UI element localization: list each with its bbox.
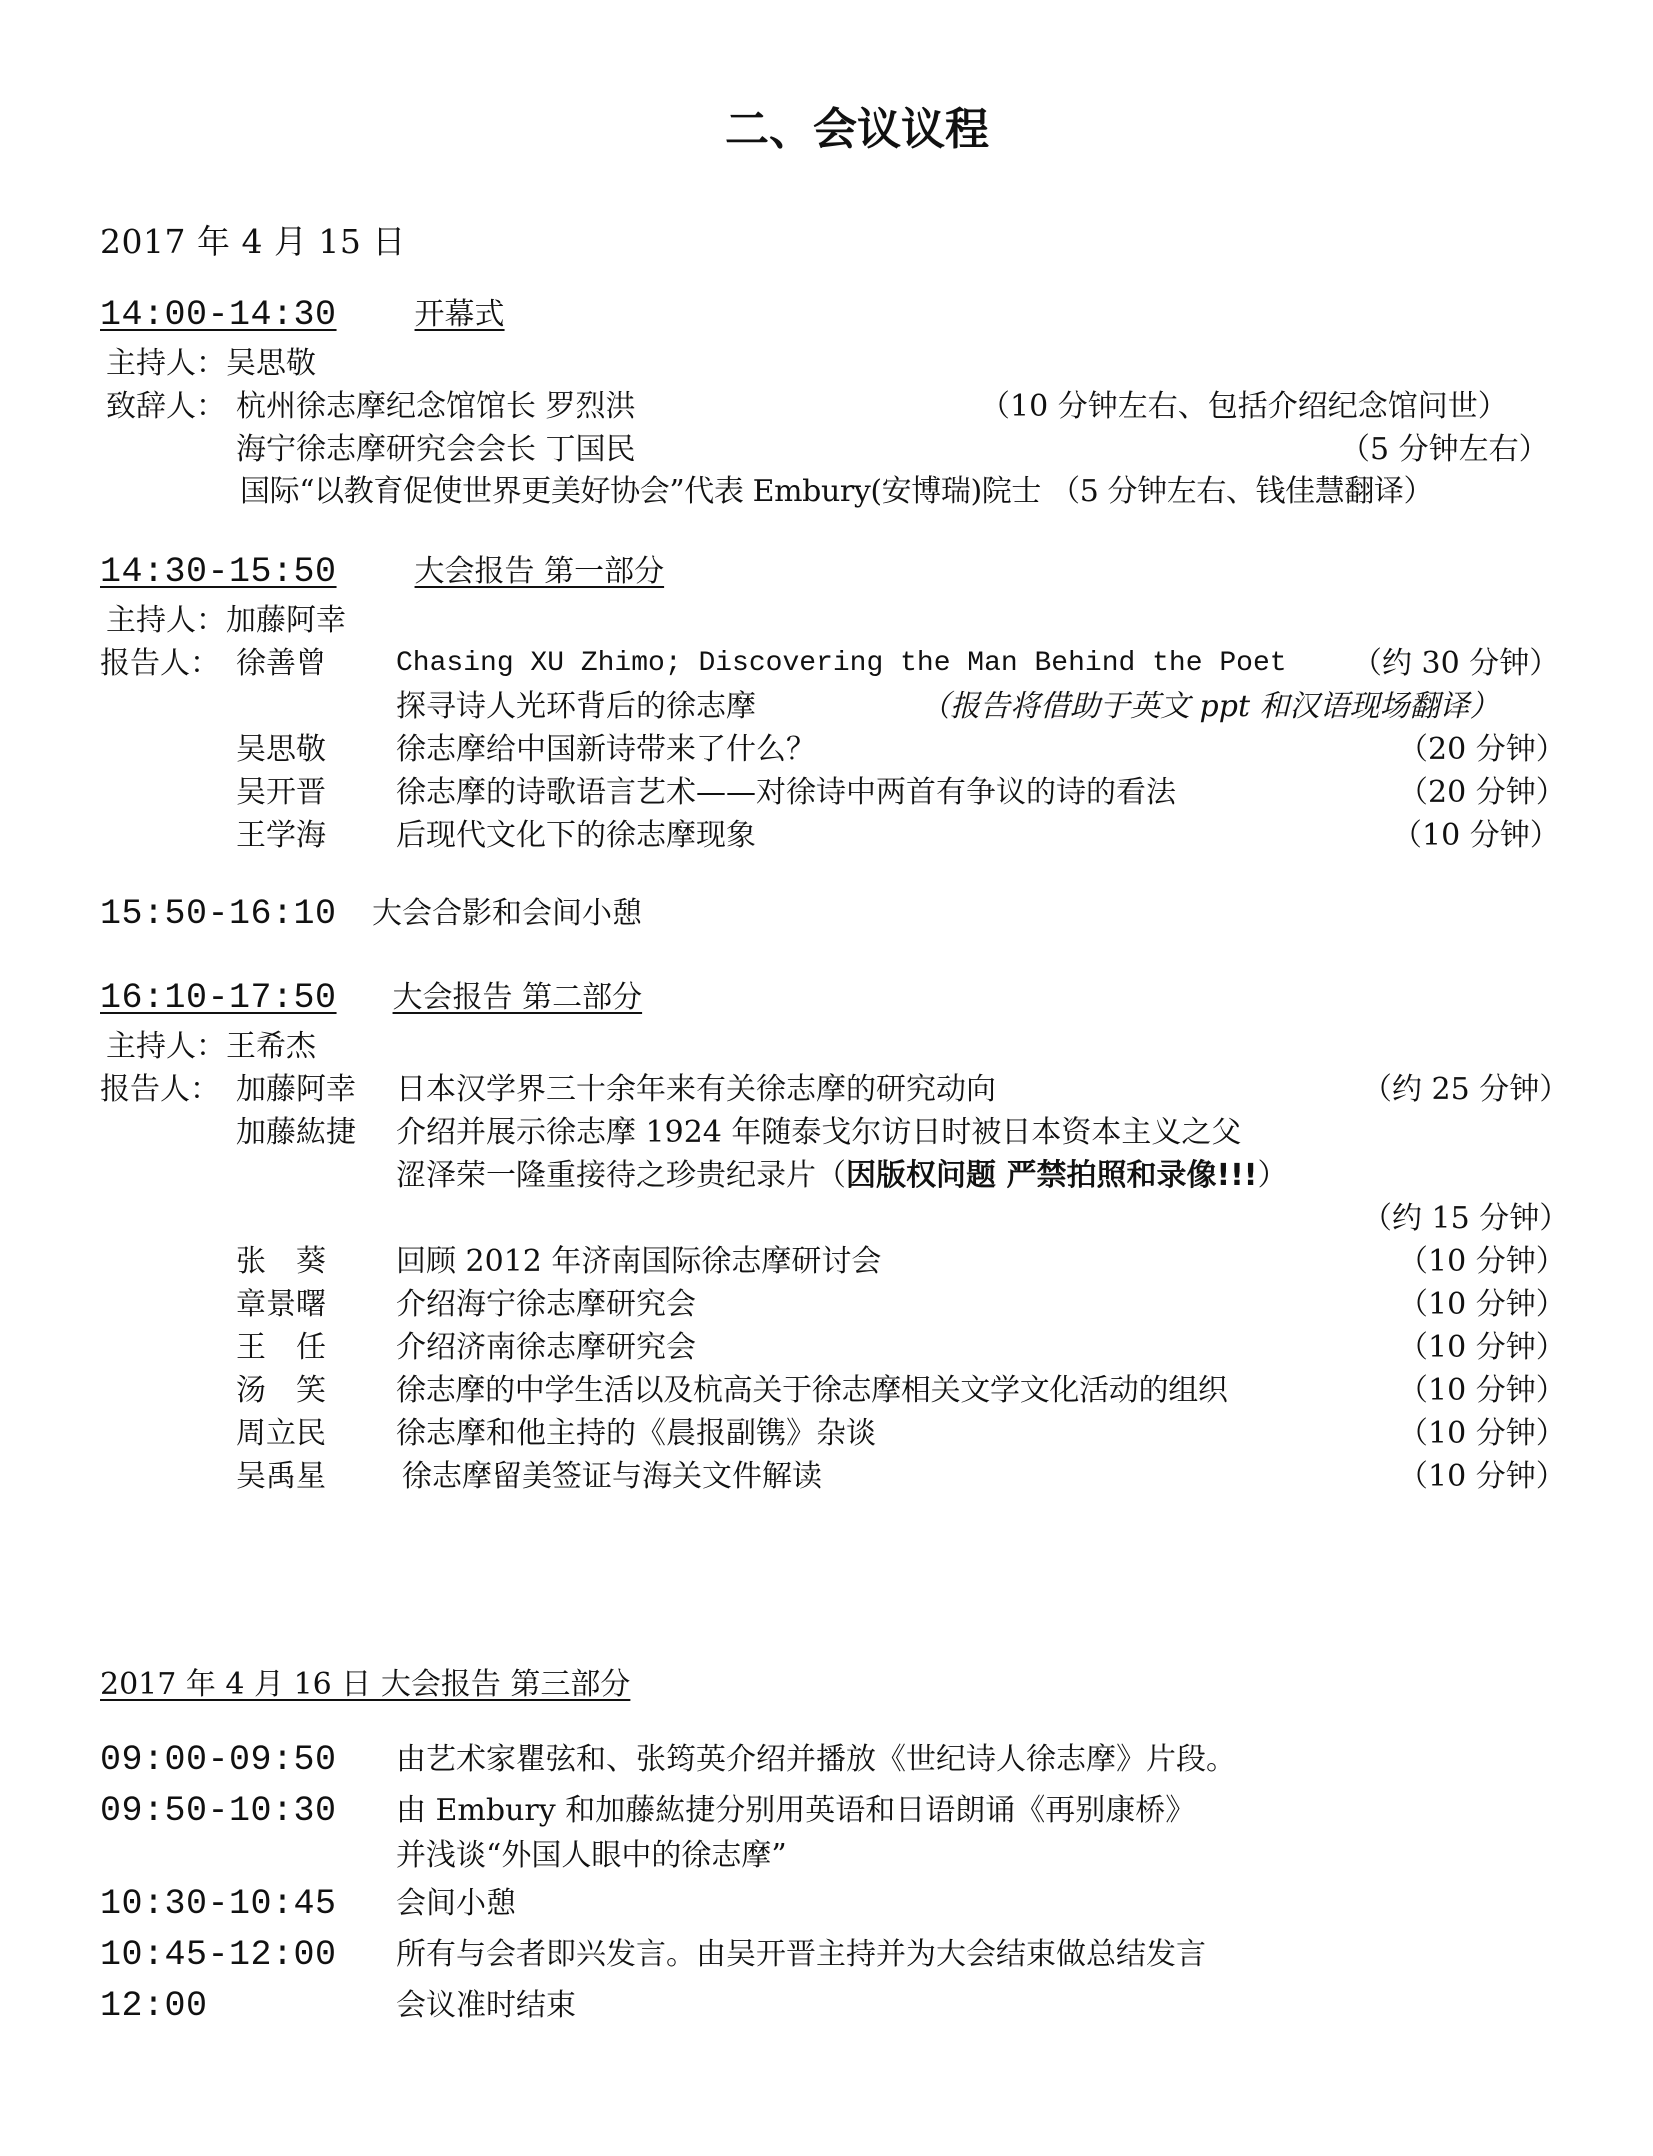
day2-time: 10:45-12:00 [100, 1935, 337, 1975]
talk-topic: 徐志摩的中学生活以及杭高关于徐志摩相关文学文化活动的组织 [396, 1373, 1228, 1408]
speech-3: 国际“以教育促使世界更美好协会”代表 Embury(安博瑞)院士 （5 分钟左右、钱佳慧翻译） [240, 474, 1434, 509]
opening-name: 开幕式 [414, 297, 505, 332]
film-topic-line2 [396, 1156, 1288, 1196]
day2-item-text: 由 Embury 和加藤紘捷分别用英语和日语朗诵《再别康桥》 [396, 1793, 1196, 1828]
opening-host: 主持人：吴思敬 [106, 346, 316, 381]
talk-speaker: 王学海 [236, 818, 326, 853]
part2-name: 大会报告 第二部分 [392, 980, 643, 1015]
part1-heading [100, 552, 664, 592]
talk-duration: （约 30 分钟） [1352, 646, 1560, 681]
break-name: 大会合影和会间小憩 [372, 896, 642, 931]
opening-speech-label: 致辞人： [106, 389, 226, 424]
talk-topic: 徐志摩的诗歌语言艺术——对徐诗中两首有争议的诗的看法 [396, 775, 1176, 810]
talk-topic: 日本汉学界三十余年来有关徐志摩的研究动向 [396, 1072, 996, 1107]
talk-duration: （约 15 分钟） [1362, 1201, 1570, 1236]
talk-topic: 介绍济南徐志摩研究会 [396, 1330, 696, 1365]
opening-time: 14:00-14:30 [100, 295, 337, 335]
speech-2-note: （5 分钟左右） [1340, 432, 1549, 467]
talk-speaker: 吴禹星 [236, 1459, 326, 1494]
part2-time: 16:10-17:50 [100, 978, 337, 1018]
day2-time: 09:50-10:30 [100, 1791, 337, 1831]
film-topic-line2-end: ） [1257, 1158, 1288, 1193]
talk-duration: （20 分钟） [1398, 732, 1566, 767]
talk-speaker: 王 任 [236, 1330, 326, 1365]
part2-reporter-label: 报告人： [100, 1072, 220, 1107]
day2-time: 12:00 [100, 1986, 208, 2026]
talk-speaker: 张 葵 [236, 1244, 326, 1279]
film-topic-line1: 介绍并展示徐志摩 1924 年随泰戈尔访日时被日本资本主义之父 [396, 1115, 1242, 1150]
talk-duration: （10 分钟） [1398, 1416, 1566, 1451]
copyright-warning: 因版权问题 严禁拍照和录像!!! [846, 1158, 1258, 1193]
speech-2: 海宁徐志摩研究会会长 丁国民 [236, 432, 636, 467]
talk-topic: 探寻诗人光环背后的徐志摩 [396, 689, 756, 724]
talk-duration: （10 分钟） [1398, 1330, 1566, 1365]
opening-session-heading [100, 295, 520, 335]
day2-item-text: 会议准时结束 [396, 1988, 576, 2023]
part1-time: 14:30-15:50 [100, 552, 337, 592]
talk-duration: （20 分钟） [1398, 775, 1566, 810]
talk-topic: 徐志摩留美签证与海关文件解读 [402, 1459, 822, 1494]
talk-duration: （10 分钟） [1398, 1373, 1566, 1408]
day2-item-text: 由艺术家瞿弦和、张筠英介绍并播放《世纪诗人徐志摩》片段。 [396, 1742, 1236, 1777]
day1-date: 2017 年 4 月 15 日 [100, 222, 406, 261]
talk-speaker: 徐善曾 [236, 646, 326, 681]
talk-topic: 介绍海宁徐志摩研究会 [396, 1287, 696, 1322]
day2-item-text: 会间小憩 [396, 1886, 516, 1921]
talk-speaker: 吴思敬 [236, 732, 326, 767]
talk-duration: （10 分钟） [1398, 1244, 1566, 1279]
talk-duration: （报告将借助于英文 ppt 和汉语现场翻译） [920, 689, 1500, 724]
day2-item-text: 所有与会者即兴发言。由吴开晋主持并为大会结束做总结发言 [396, 1937, 1206, 1972]
film-topic-line2-text: 涩泽荣一隆重接待之珍贵纪录片（ [396, 1158, 846, 1193]
talk-duration: （10 分钟） [1398, 1459, 1566, 1494]
part2-heading [100, 978, 642, 1018]
talk-topic: 回顾 2012 年济南国际徐志摩研讨会 [396, 1244, 882, 1279]
page-title: 二、会议议程 [725, 104, 989, 155]
talk-speaker: 周立民 [236, 1416, 326, 1451]
talk-topic: 徐志摩和他主持的《晨报副镌》杂谈 [396, 1416, 876, 1451]
part2-host: 主持人：王希杰 [106, 1029, 316, 1064]
day2-heading: 2017 年 4 月 16 日 大会报告 第三部分 [100, 1667, 631, 1702]
break-time: 15:50-16:10 [100, 894, 337, 934]
talk-duration: （10 分钟） [1398, 1287, 1566, 1322]
talk-speaker: 加藤阿幸 [236, 1072, 356, 1107]
talk-topic: 后现代文化下的徐志摩现象 [396, 818, 756, 853]
speech-1: 杭州徐志摩纪念馆馆长 罗烈洪 [236, 389, 636, 424]
talk-speaker: 加藤紘捷 [236, 1115, 356, 1150]
talk-topic: Chasing XU Zhimo; Discovering the Man Behind the Poet [396, 648, 1287, 679]
talk-topic: 徐志摩给中国新诗带来了什么？ [396, 732, 816, 767]
part1-host: 主持人：加藤阿幸 [106, 603, 346, 638]
talk-duration: （约 25 分钟） [1362, 1072, 1570, 1107]
talk-speaker: 章景曙 [236, 1287, 326, 1322]
part1-name: 大会报告 第一部分 [414, 554, 665, 589]
talk-duration: （10 分钟） [1392, 818, 1560, 853]
speech-1-note: （10 分钟左右、包括介绍纪念馆问世） [980, 389, 1508, 424]
day2-time: 10:30-10:45 [100, 1884, 337, 1924]
part1-reporter-label: 报告人： [100, 646, 220, 681]
day2-time: 09:00-09:50 [100, 1740, 337, 1780]
talk-speaker: 汤 笑 [236, 1373, 326, 1408]
talk-speaker: 吴开晋 [236, 775, 326, 810]
day2-item-text-2: 并浅谈“外国人眼中的徐志摩” [396, 1838, 787, 1873]
